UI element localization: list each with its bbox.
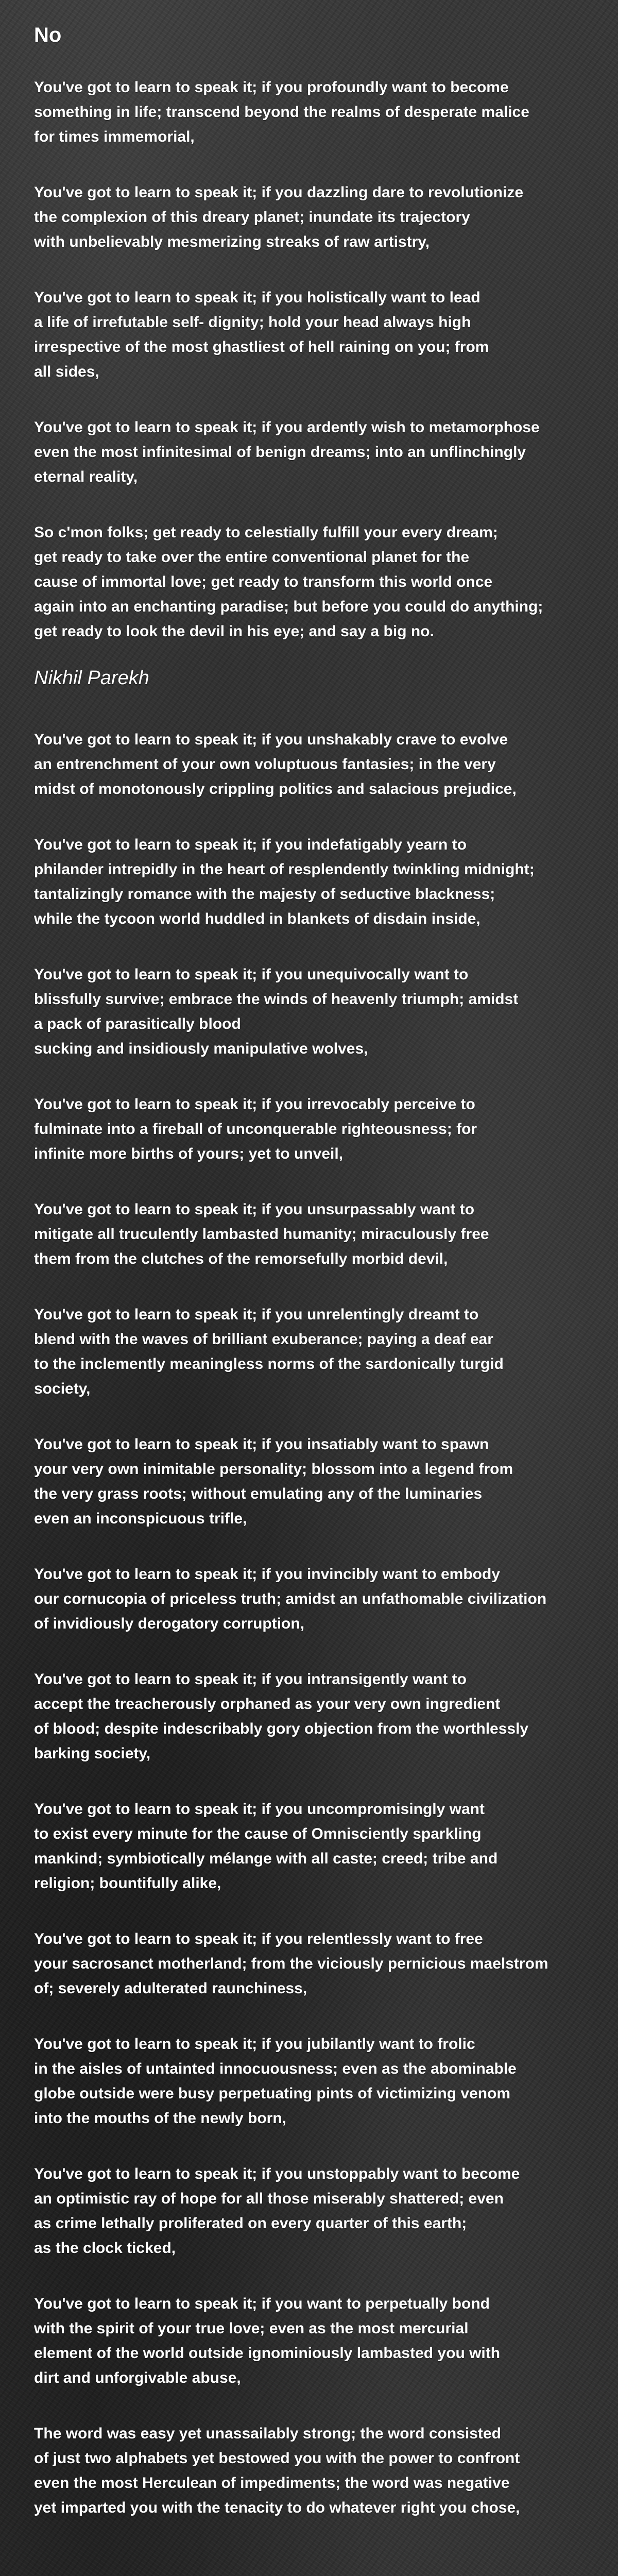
poem-line: even the most infinitesimal of benign dreams; into an unflinchingly: [34, 444, 526, 461]
poem-line: something in life; transcend beyond the realms of desperate malice: [34, 104, 529, 121]
poem-line: fulminate into a fireball of unconquerable righteousness; for: [34, 1121, 477, 1138]
poem-title: No: [34, 24, 62, 46]
author-name: Nikhil Parekh: [34, 667, 149, 689]
poem-line: your very own inimitable personality; blossom into a legend from: [34, 1461, 513, 1478]
stanza: [34, 1432, 590, 1531]
poem-line: You've got to learn to speak it; if you indefatigably yearn to: [34, 836, 467, 853]
stanza: [34, 1927, 590, 2001]
poem-line: get ready to take over the entire conventional planet for the: [34, 549, 470, 566]
poem-line: You've got to learn to speak it; if you jubilantly want to frolic: [34, 2036, 475, 2053]
poem-line: to exist every minute for the cause of Omnisciently sparkling: [34, 1825, 482, 1842]
poem-line: an optimistic ray of hope for all those miserably shattered; even: [34, 2190, 504, 2207]
poem-line: blissfully survive; embrace the winds of heavenly triumph; amidst: [34, 991, 519, 1008]
poem-line: You've got to learn to speak it; if you dazzling dare to revolutionize: [34, 184, 524, 201]
stanza: [34, 962, 590, 1061]
poem-line: barking society,: [34, 1745, 151, 1762]
poem-line: You've got to learn to speak it; if you unshakably crave to evolve: [34, 731, 508, 748]
stanza: [34, 1302, 590, 1401]
poem-line: You've got to learn to speak it; if you unstoppably want to become: [34, 2165, 520, 2182]
poem-line: You've got to learn to speak it; if you unrelentingly dreamt to: [34, 1306, 479, 1323]
stanza: [34, 285, 590, 384]
poem-line: sucking and insidiously manipulative wolves,: [34, 1040, 368, 1057]
poem-line: get ready to look the devil in his eye; and say a big no.: [34, 623, 434, 640]
poem-line: religion; bountifully alike,: [34, 1875, 221, 1892]
poem-line: You've got to learn to speak it; if you insatiably want to spawn: [34, 1436, 489, 1453]
poem-line: of; severely adulterated raunchiness,: [34, 1980, 307, 1997]
poem-line: You've got to learn to speak it; if you invincibly want to embody: [34, 1566, 501, 1583]
poem-line: of just two alphabets yet bestowed you with the power to confront: [34, 2450, 520, 2467]
stanza: [34, 1667, 590, 1766]
poem-line: You've got to learn to speak it; if you unequivocally want to: [34, 966, 469, 983]
poem-line: for times immemorial,: [34, 128, 195, 145]
stanza: [34, 1562, 590, 1636]
poem-line: You've got to learn to speak it; if you profoundly want to become: [34, 79, 509, 96]
stanza: [34, 415, 590, 489]
poem-line: accept the treacherously orphaned as your very own ingredient: [34, 1696, 501, 1713]
poem-line: of invidiously derogatory corruption,: [34, 1615, 305, 1632]
poem-line: eternal reality,: [34, 468, 138, 485]
poem-line: You've got to learn to speak it; if you unsurpassably want to: [34, 1201, 475, 1218]
poem-page: [34, 23, 590, 2551]
poem-line: in the aisles of untainted innocuousness; even as the abominable: [34, 2060, 517, 2077]
poem-part-1: [34, 75, 590, 644]
poem-line: the complexion of this dreary planet; inundate its trajectory: [34, 209, 470, 226]
poem-line: with the spirit of your true love; even as the most mercurial: [34, 2320, 469, 2337]
poem-line: an entrenchment of your own voluptuous fantasies; in the very: [34, 756, 496, 773]
poem-line: all sides,: [34, 363, 99, 380]
poem-line: mankind; symbiotically mélange with all caste; creed; tribe and: [34, 1850, 498, 1867]
stanza: [34, 2032, 590, 2131]
poem-line: of blood; despite indescribably gory objection from the worthlessly: [34, 1720, 529, 1737]
poem-line: as the clock ticked,: [34, 2240, 176, 2257]
stanza: [34, 520, 590, 644]
poem-line: So c'mon folks; get ready to celestially fulfill your every dream;: [34, 524, 498, 541]
stanza: [34, 2292, 590, 2391]
poem-line: philander intrepidly in the heart of resplendently twinkling midnight;: [34, 861, 535, 878]
poem-line: into the mouths of the newly born,: [34, 2110, 286, 2127]
poem-line: yet imparted you with the tenacity to do whatever right you chose,: [34, 2499, 520, 2516]
poem-line: with unbelievably mesmerizing streaks of raw artistry,: [34, 233, 430, 250]
poem-line: even the most Herculean of impediments; the word was negative: [34, 2475, 510, 2492]
poem-line: globe outside were busy perpetuating pints of victimizing venom: [34, 2085, 511, 2102]
stanza: [34, 833, 590, 931]
poem-line: again into an enchanting paradise; but before you could do anything;: [34, 598, 543, 615]
stanza: [34, 1797, 590, 1896]
stanza: [34, 727, 590, 802]
poem-line: You've got to learn to speak it; if you uncompromisingly want: [34, 1801, 485, 1818]
poem-line: society,: [34, 1380, 91, 1397]
stanza: [34, 2421, 590, 2520]
poem-line: You've got to learn to speak it; if you holistically want to lead: [34, 289, 480, 306]
poem-line: a life of irrefutable self- dignity; hold your head always high: [34, 314, 471, 331]
poem-line: You've got to learn to speak it; if you ardently wish to metamorphose: [34, 419, 540, 436]
poem-line: the very grass roots; without emulating any of the luminaries: [34, 1485, 483, 1502]
poem-line: blend with the waves of brilliant exuberance; paying a deaf ear: [34, 1331, 493, 1348]
stanza: [34, 1092, 590, 1166]
poem-line: while the tycoon world huddled in blankets of disdain inside,: [34, 910, 480, 927]
poem-line: them from the clutches of the remorsefully morbid devil,: [34, 1250, 448, 1267]
poem-line: The word was easy yet unassailably strong; the word consisted: [34, 2425, 501, 2442]
poem-line: midst of monotonously crippling politics and salacious prejudice,: [34, 781, 517, 798]
poem-line: element of the world outside ignominiously lambasted you with: [34, 2345, 501, 2362]
poem-line: tantalizingly romance with the majesty of seductive blackness;: [34, 886, 495, 903]
stanza: [34, 1197, 590, 1272]
poem-line: You've got to learn to speak it; if you want to perpetually bond: [34, 2295, 490, 2312]
poem-part-2: [34, 727, 590, 2520]
poem-line: to the inclemently meaningless norms of the sardonically turgid: [34, 1355, 504, 1372]
poem-line: our cornucopia of priceless truth; amidst an unfathomable civilization: [34, 1590, 547, 1607]
poem-line: You've got to learn to speak it; if you intransigently want to: [34, 1671, 467, 1688]
poem-line: cause of immortal love; get ready to transform this world once: [34, 573, 493, 590]
poem-line: as crime lethally proliferated on every quarter of this earth;: [34, 2215, 467, 2232]
poem-line: dirt and unforgivable abuse,: [34, 2369, 241, 2386]
poem-line: You've got to learn to speak it; if you relentlessly want to free: [34, 1930, 483, 1947]
poem-line: mitigate all truculently lambasted humanity; miraculously free: [34, 1226, 489, 1243]
poem-line: You've got to learn to speak it; if you irrevocably perceive to: [34, 1096, 475, 1113]
poem-line: even an inconspicuous trifle,: [34, 1510, 247, 1527]
stanza: [34, 2162, 590, 2261]
poem-line: infinite more births of yours; yet to unveil,: [34, 1145, 344, 1162]
poem-line: a pack of parasitically blood: [34, 1015, 241, 1032]
poem-line: your sacrosanct motherland; from the viciously pernicious maelstrom: [34, 1955, 548, 1972]
poem-line: irrespective of the most ghastliest of hell raining on you; from: [34, 338, 489, 355]
stanza: [34, 180, 590, 255]
stanza: [34, 75, 590, 149]
